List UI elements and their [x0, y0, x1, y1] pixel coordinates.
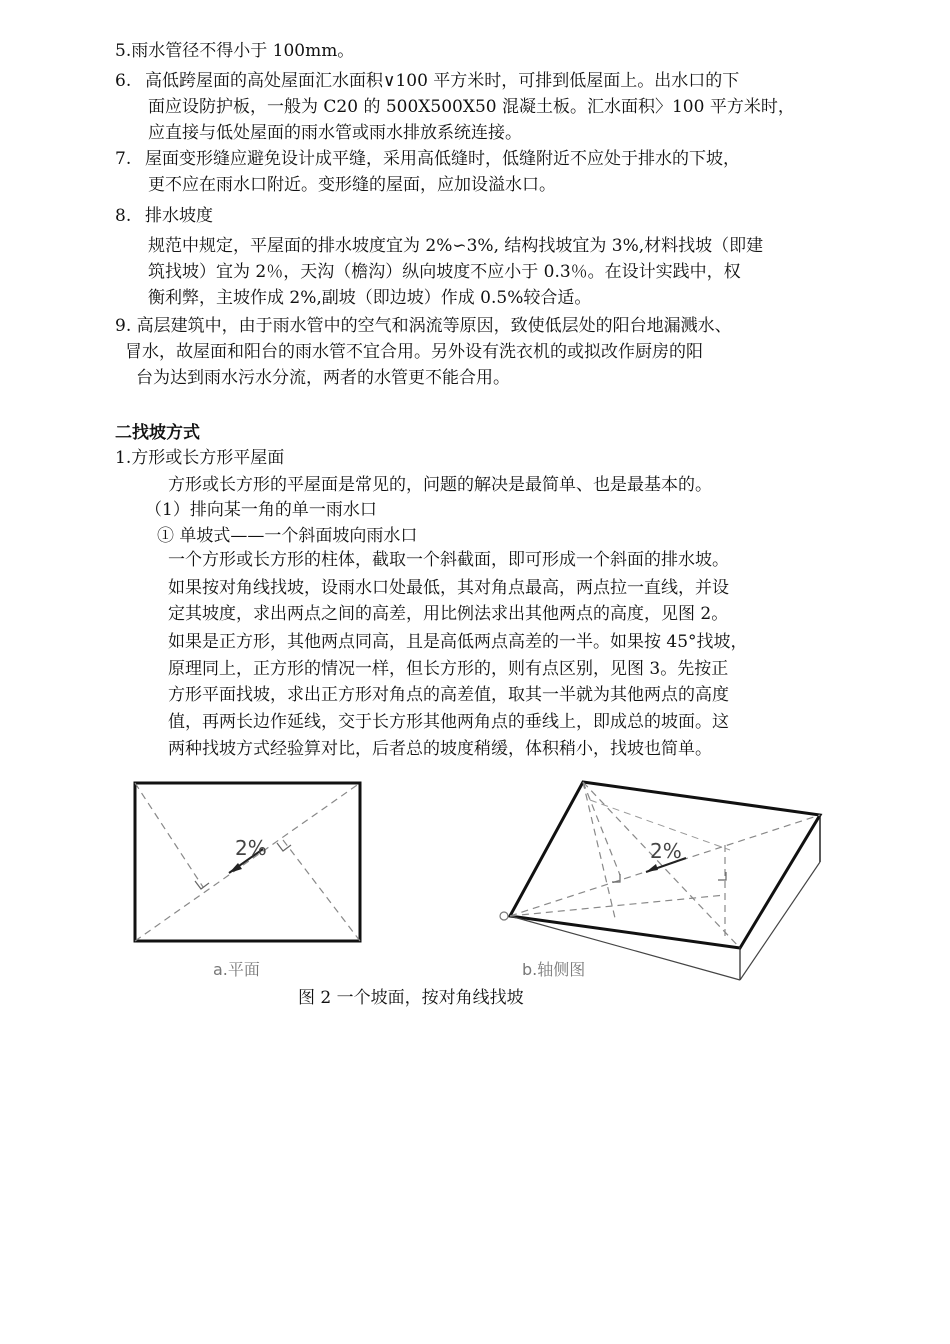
subsection-heading: 1.方形或长方形平屋面 [115, 448, 285, 468]
item-6-number: 6. [115, 71, 132, 91]
plan-slope-label: 2% [235, 836, 267, 860]
item-7-line-2: 更不应在雨水口附近。变形缝的屋面，应加设溢水口。 [148, 175, 556, 195]
ridge-line-left [135, 783, 203, 887]
method-heading: ① 单坡式——一个斜面坡向雨水口 [157, 526, 418, 546]
item-8-line-1: 规范中规定，平屋面的排水坡度宜为 2%∽3%, 结构找坡宜为 3%,材料找坡（即建 [148, 236, 764, 256]
item-8-line-2: 筑找坡）宜为 2％，天沟（檐沟）纵向坡度不应小于 0.3％。在设计实践中，权 [148, 262, 741, 282]
item-6-line-1: 高低跨屋面的高处屋面汇水面积∨100 平方米时，可排到低屋面上。出水口的下 [145, 71, 740, 91]
axonometric-diagram [490, 770, 830, 985]
intro-paragraph: 方形或长方形的平屋面是常见的，问题的解决是最简单、也是最基本的。 [168, 475, 712, 495]
item-6-line-2: 面应设防护板，一般为 C20 的 500X500X50 混凝土板。汇水面积〉100 平方米时， [148, 97, 795, 117]
item-8-title: 排水坡度 [145, 206, 213, 226]
item-9-line-1: 9. 高层建筑中，由于雨水管中的空气和涡流等原因，致使低层处的阳台地漏溅水、 [115, 316, 732, 336]
ridge-line-right [283, 840, 360, 941]
body-line-5: 原理同上，正方形的情况一样，但长方形的，则有点区别，见图 3。先按正 [168, 659, 729, 679]
body-line-1: 一个方形或长方形的柱体，截取一个斜截面，即可形成一个斜面的排水坡。 [168, 550, 729, 570]
figure-caption: 图 2 一个坡面，按对角线找坡 [298, 988, 524, 1008]
body-line-4: 如果是正方形，其他两点同高，且是高低两点高差的一半。如果按 45°找坡， [168, 632, 748, 652]
drain-outlet-marker [500, 912, 508, 920]
axo-caption: b.轴侧图 [522, 960, 586, 979]
body-line-7: 值，再两长边作延线，交于长方形其他两角点的垂线上，即成总的坡面。这 [168, 712, 729, 732]
plan-view-diagram [125, 770, 375, 985]
item-8-number: 8. [115, 206, 132, 226]
axo-slope-label: 2% [650, 839, 682, 863]
body-line-2: 如果按对角线找坡，设雨水口处最低，其对角点最高，两点拉一直线，并设 [168, 578, 729, 598]
item-9-line-3: 台为达到雨水污水分流，两者的水管更不能合用。 [136, 368, 510, 388]
body-line-8: 两种找坡方式经验算对比，后者总的坡度稍缓，体积稍小，找坡也简单。 [168, 739, 712, 759]
body-line-3: 定其坡度，求出两点之间的高差，用比例法求出其他两点的高度，见图 2。 [168, 604, 729, 624]
vertical-left [583, 782, 620, 875]
plan-caption: a.平面 [213, 960, 260, 979]
slope-arrowhead [646, 864, 658, 872]
item-5: 5.雨水管径不得小于 100mm。 [115, 41, 355, 61]
diagonal-line [135, 783, 360, 941]
cross-diagonal [583, 782, 740, 948]
base-diagonal [510, 895, 725, 916]
item-7-line-1: 屋面变形缝应避免设计成平缝，采用高低缝时，低缝附近不应处于排水的下坡， [145, 149, 740, 169]
case-heading: （1）排向某一角的单一雨水口 [145, 500, 377, 520]
section-heading: 二找坡方式 [115, 423, 200, 443]
item-8-line-3: 衡利弊，主坡作成 2%,副坡（即边坡）作成 0.5%较合适。 [148, 288, 592, 308]
item-6-line-3: 应直接与低处屋面的雨水管或雨水排放系统连接。 [148, 123, 522, 143]
item-9-line-2: 冒水，故屋面和阳台的雨水管不宜合用。另外设有洗衣机的或拟改作厨房的阳 [125, 342, 703, 362]
body-line-6: 方形平面找坡，求出正方形对角点的高差值，取其一半就为其他两点的高度 [168, 685, 729, 705]
right-angle-mark-right [277, 843, 291, 851]
item-7-number: 7. [115, 149, 132, 169]
